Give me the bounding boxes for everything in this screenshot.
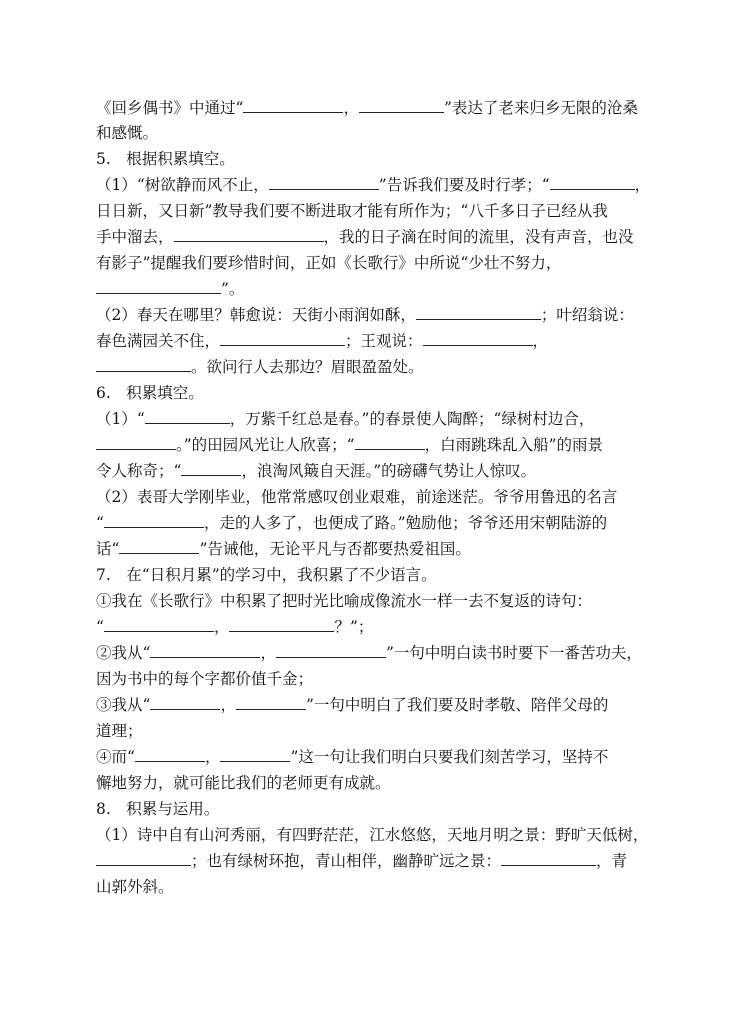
- text-line: （1）诗中自有山河秀丽，有四野茫茫，江水悠悠，天地月明之景：野旷天低树，: [96, 826, 649, 844]
- text-line: ③我从“ ， ”一句中明白了我们要及时孝敬、陪伴父母的: [96, 696, 609, 714]
- text-line: 。欲问行人去那边？眉眼盈盈处。: [96, 356, 424, 380]
- text-line: ①我在《长歌行》中积累了把时光比喻成像流水一样一去不复返的诗句：: [96, 592, 593, 610]
- answer-blank[interactable]: [104, 616, 214, 632]
- text-line: （1）“ ，万紫千红总是春。”的春景使人陶醉；“绿树村边合，: [96, 410, 595, 428]
- answer-blank[interactable]: [96, 850, 191, 866]
- question-heading: 7. 在“日积月累”的学习中，我积累了不少语言。: [96, 566, 437, 584]
- text-line: 《回乡偶书》中通过“ ， ”表达了老来归乡无限的沧桑: [96, 99, 638, 117]
- text-line: ；也有绿树环抱，青山相伴，幽静旷远之景： ，青: [96, 850, 627, 874]
- answer-blank[interactable]: [355, 434, 425, 450]
- text-line: （1）“树欲静而风不止， ”告诉我们要及时行孝；“ ，: [96, 176, 651, 194]
- answer-blank[interactable]: [220, 330, 345, 346]
- text-line: 因为书中的每个字都价值千金；: [96, 670, 314, 688]
- text-line: ②我从“ ， ”一句中明白读书时要下一番苦功夫，: [96, 644, 642, 662]
- text-line: 懈地努力，就可能比我们的老师更有成就。: [96, 774, 391, 792]
- answer-blank[interactable]: [550, 174, 635, 190]
- answer-blank[interactable]: [145, 408, 230, 424]
- answer-blank[interactable]: [104, 512, 204, 528]
- text-line: 。”的田园风光让人欣喜；“ ，白雨跳珠乱入船”的雨景: [96, 434, 603, 458]
- text-line: ④而“ ， ”这一句让我们明白只要我们刻苦学习，坚持不: [96, 748, 609, 766]
- answer-blank[interactable]: [416, 304, 541, 320]
- answer-blank[interactable]: [269, 174, 379, 190]
- answer-blank[interactable]: [181, 460, 241, 476]
- question-heading: 5. 根据积累填空。: [96, 150, 235, 168]
- answer-blank[interactable]: [229, 616, 334, 632]
- text-line: “ ，走的人多了，也便成了路。”勉励他；爷爷还用宋朝陆游的: [96, 514, 608, 532]
- answer-blank[interactable]: [243, 97, 343, 113]
- text-line: “ ， ？”；: [96, 618, 374, 636]
- answer-blank[interactable]: [236, 694, 306, 710]
- text-line: 春色满园关不住， ；王观说： ，: [96, 332, 549, 350]
- text-line: 手中溜去， ，我的日子滴在时间的流里，没有声音，也没: [96, 228, 634, 246]
- answer-blank[interactable]: [150, 694, 220, 710]
- text-line: ”。: [96, 278, 244, 302]
- text-line: （2）春天在哪里？韩愈说：天街小雨润如酥， ；叶绍翁说：: [96, 306, 634, 324]
- answer-blank[interactable]: [359, 97, 444, 113]
- answer-blank[interactable]: [174, 226, 324, 242]
- answer-blank[interactable]: [96, 278, 221, 294]
- text-line: 有影子”提醒我们要珍惜时间，正如《长歌行》中所说“少壮不努力，: [96, 254, 562, 272]
- answer-blank[interactable]: [220, 746, 290, 762]
- text-line: 日日新，又日新”教导我们要不断进取才能有所作为；“八千多日子已经从我: [96, 202, 608, 220]
- answer-blank[interactable]: [150, 642, 260, 658]
- answer-blank[interactable]: [96, 356, 191, 372]
- text-line: 令人称奇；“ ，浪淘风簸自天涯。”的磅礴气势让人惊叹。: [96, 462, 537, 480]
- answer-blank[interactable]: [135, 746, 205, 762]
- text-line: 道理；: [96, 722, 143, 740]
- text-line: （2）表哥大学刚毕业，他常常感叹创业艰难，前途迷茫。爷爷用鲁迅的名言: [96, 488, 618, 506]
- answer-blank[interactable]: [119, 538, 199, 554]
- answer-blank[interactable]: [276, 642, 386, 658]
- answer-blank[interactable]: [423, 330, 533, 346]
- question-heading: 6. 积累填空。: [96, 384, 204, 402]
- text-line: 和感慨。: [96, 124, 159, 142]
- text-line: 话“ ”告诫他，无论平凡与否都要热爱祖国。: [96, 540, 471, 558]
- answer-blank[interactable]: [501, 850, 596, 866]
- text-line: 山郭外斜。: [96, 878, 174, 896]
- question-heading: 8. 积累与运用。: [96, 800, 220, 818]
- answer-blank[interactable]: [96, 434, 176, 450]
